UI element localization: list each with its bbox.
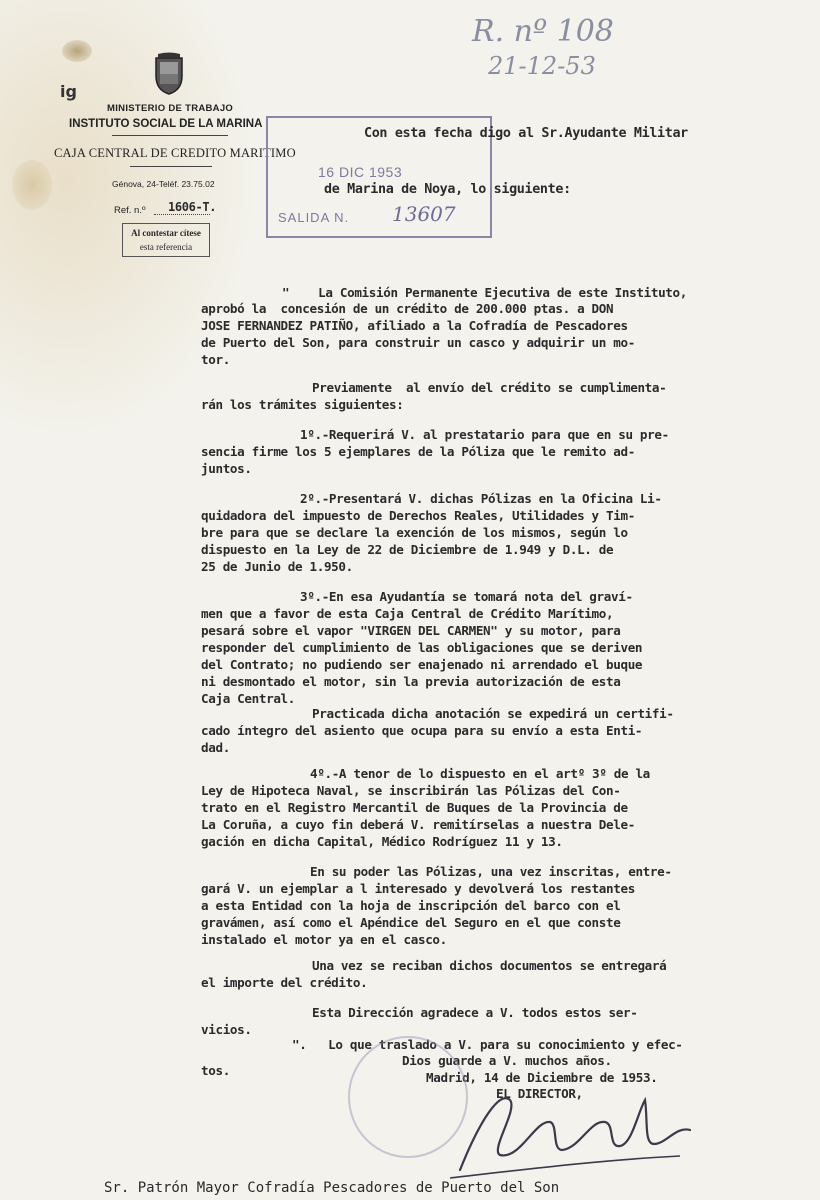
text-line: Con esta fecha digo al Sr.Ayudante Militar [364,126,688,141]
text-line: " La Comisión Permanente Ejecutiva de este Instituto, [282,285,687,300]
text-line: 4º.-A tenor de lo dispuesto en el artº 3º de la [310,766,650,781]
text-line: a esta Entidad con la hoja de inscripción del barco con el [201,898,621,913]
handwritten-reg-number: R. nº 108 [472,14,614,49]
text-line: aprobó la concesión de un crédito de 200.000 ptas. a DON [201,301,614,316]
header-divider [130,166,212,167]
text-line: trato en el Registro Mercantil de Buques de la Provincia de [201,800,628,815]
text-line: de Marina de Noya, lo siguiente: [324,182,571,197]
text-line: bre para que se declare la exención de los mismos, según lo [201,525,628,540]
text-line: Dios guarde a V. muchos años. [402,1053,612,1068]
text-line: de Puerto del Son, para construir un casco y adquirir un mo- [201,335,635,350]
text-line: gravámen, así como el Apéndice del Seguro en el que conste [201,915,621,930]
ref-note-line: Al contestar cítese [131,228,201,238]
text-line: 2º.-Presentará V. dichas Pólizas en la Oficina Li- [300,491,662,506]
text-line: Una vez se reciban dichos documentos se entregará [312,958,667,973]
ref-note-box [122,223,210,257]
text-line: pesará sobre el vapor "VIRGEN DEL CARMEN" y su motor, para [201,623,621,638]
text-line: Ley de Hipoteca Naval, se inscribirán las Pólizas del Con- [201,783,621,798]
text-line: vicios. [201,1022,252,1037]
handwritten-reg-date: 21-12-53 [488,52,596,80]
ministry-name: MINISTERIO DE TRABAJO [107,103,234,114]
text-line: del Contrato; no pudiendo ser enajenado ni arrendado el buque [201,657,643,672]
ref-dotted-line [154,214,210,215]
text-line: Practicada dicha anotación se expedirá un certifi- [312,706,674,721]
caja-name: CAJA CENTRAL DE CREDITO MARITIMO [54,146,296,160]
ref-note-line: esta referencia [139,242,193,252]
coat-of-arms-icon [152,52,186,96]
text-line: men que a favor de esta Caja Central de Crédito Marítimo, [201,606,614,621]
text-line: dispuesto en la Ley de 22 de Diciembre de 1.949 y D.L. de [201,542,614,557]
text-line: dad. [201,740,230,755]
addressee-line: Sr. Patrón Mayor Cofradía Pescadores de Puerto del Son [104,1180,560,1196]
text-line: juntos. [201,461,252,476]
text-line: Caja Central. [201,691,296,706]
text-line: EL DIRECTOR, [496,1086,583,1101]
text-line: instalado el motor ya en el casco. [201,932,447,947]
text-line: tos. [201,1063,230,1078]
text-line: tor. [201,352,230,367]
text-line: ni desmontado el motor, sin la previa autorización de esta [201,674,621,689]
text-line: En su poder las Pólizas, una vez inscritas, entre- [310,864,672,879]
text-line: JOSE FERNANDEZ PATIÑO, afiliado a la Cofradía de Pescadores [201,318,628,333]
text-line: rán los trámites siguientes: [201,397,404,412]
text-line: 25 de Junio de 1.950. [201,559,353,574]
stamp-date: 16 DIC 1953 [318,164,403,180]
caja-address: Génova, 24-Teléf. 23.75.02 [112,179,215,189]
text-line: Madrid, 14 de Diciembre de 1953. [426,1070,658,1085]
text-line: cado íntegro del asiento que ocupa para su envío a esta Enti- [201,723,643,738]
text-line: 1º.-Requerirá V. al prestatario para que en su pre- [300,427,669,442]
text-line: 3º.-En esa Ayudantía se tomará nota del graví- [300,589,633,604]
text-line: el importe del crédito. [201,975,368,990]
institute-name: INSTITUTO SOCIAL DE LA MARINA [69,118,263,130]
text-line: La Coruña, a cuyo fin deberá V. remitírselas a nuestra Dele- [201,817,635,832]
stamp-label: SALIDA N. [278,210,350,225]
text-line: quidadora del impuesto de Derechos Reales, Utilidades y Tim- [201,508,635,523]
text-line: Esta Dirección agradece a V. todos estos ser- [312,1005,638,1020]
stamp-number: 13607 [392,202,456,226]
text-line: gará V. un ejemplar a l interesado y devolverá los restantes [201,881,635,896]
stain-mark [62,40,92,62]
text-line: sencia firme los 5 ejemplares de la Póliza que le remito ad- [201,444,635,459]
handwritten-initials: ig [60,82,77,101]
text-line: responder del cumplimiento de las obligaciones que se deriven [201,640,643,655]
stain-mark [12,160,52,210]
ref-value: 1606-T. [168,200,217,214]
header-divider [112,135,228,136]
text-line: Previamente al envío del crédito se cumplimenta- [312,380,667,395]
director-signature [440,1060,700,1180]
text-line: ". Lo que traslado a V. para su conocimiento y efec- [292,1037,683,1052]
text-line: gación en dicha Capital, Médico Rodríguez 11 y 13. [201,834,563,849]
ref-label: Ref. n.º [114,205,146,216]
